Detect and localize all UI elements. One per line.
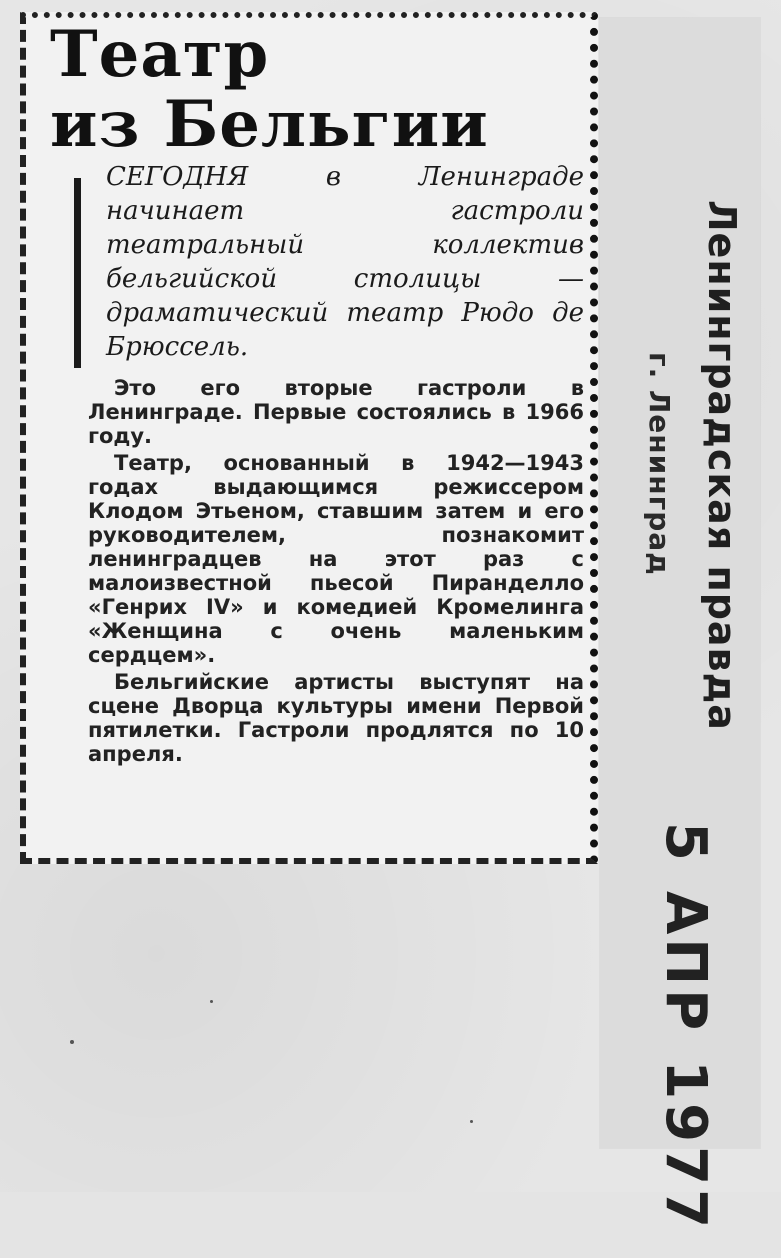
paragraph-1: Это его вторые гастроли в Ленинграде. Первые состоялись в 1966 году. [88,376,584,448]
city-stamp: г. Ленинград [643,352,676,576]
lead-marker-bar [74,178,81,368]
scan-speck [210,1000,213,1003]
date-stamp [653,822,718,1258]
headline-line-2: из Бельгии [50,87,489,162]
article-headline [50,17,489,162]
date-month: АПР [653,890,718,1035]
scan-speck [470,1120,473,1123]
article-body [88,376,584,769]
newspaper-clipping [20,12,598,864]
paragraph-2: Театр, основанный в 1942—1943 годах выдающимся режиссером Клодом Этьеном, ставшим затем и его руководителем, познакомит ленинградцев на этот раз с малоизвестной пьесой Пиранделло «Генрих IV» и комедией Кромелинга «Женщина с очень маленьким сердцем». [88,451,584,667]
scan-speck [70,1040,74,1044]
paragraph-3: Бельгийские артисты выступят на сцене Дворца культуры имени Первой пятилетки. Гастроли продлятся по 10 апреля. [88,670,584,766]
date-day: 5 [653,822,718,865]
date-year: 1977 [653,1060,718,1233]
newspaper-name-stamp: Ленинградская правда [700,200,744,731]
headline-line-1: Театр [50,17,270,92]
article-lead: СЕГОДНЯ в Ленинграде начинает гастроли театральный коллектив бельгийской столицы — драматический театр Рюдо де Брюссель. [106,162,584,362]
